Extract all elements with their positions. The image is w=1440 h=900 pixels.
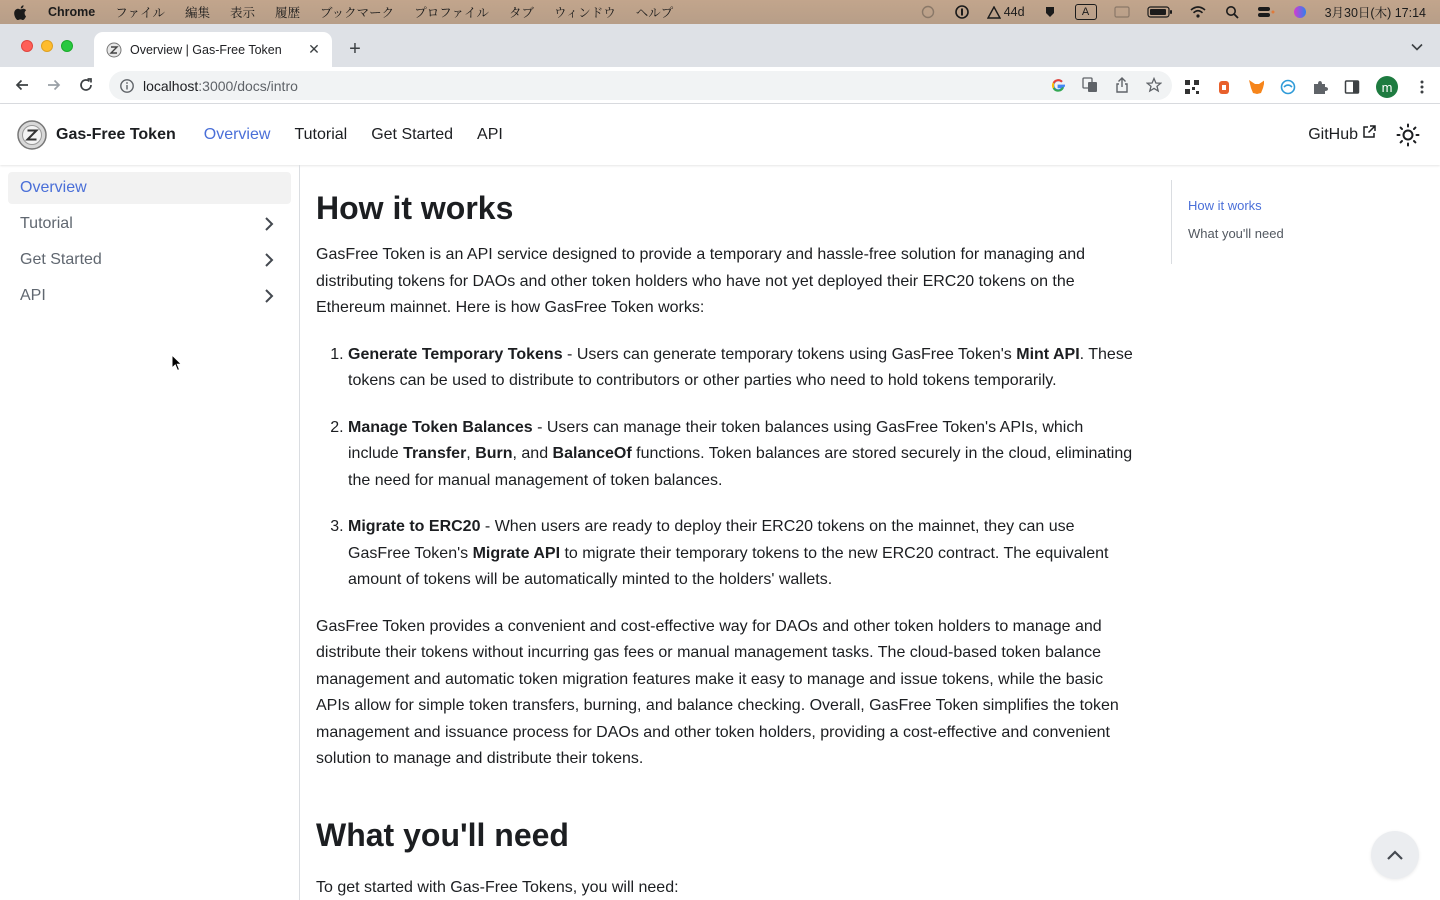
chevron-right-icon[interactable] bbox=[259, 286, 279, 306]
window-minimize-button[interactable] bbox=[41, 40, 53, 52]
step-keyword: BalanceOf bbox=[552, 445, 632, 462]
step-text: - When users are ready to deploy their ERC20 tokens on the mainnet, they can use GasFree Token's bbox=[348, 518, 1075, 562]
menubar-tray bbox=[919, 3, 1426, 21]
list-item bbox=[348, 415, 1136, 495]
siri-icon[interactable] bbox=[1291, 5, 1309, 19]
browser-tab-strip bbox=[0, 24, 1440, 67]
table-of-contents bbox=[1171, 180, 1371, 264]
nav-link-tutorial[interactable]: Tutorial bbox=[294, 125, 348, 143]
step-title: Manage Token Balances bbox=[348, 418, 533, 436]
need-intro-paragraph: To get started with Gas-Free Tokens, you will need: bbox=[316, 878, 679, 896]
tab-title: Overview | Gas-Free Token bbox=[130, 42, 282, 57]
window-close-button[interactable] bbox=[21, 40, 33, 52]
navbar-right bbox=[1308, 119, 1424, 151]
screen-icon[interactable] bbox=[1113, 5, 1131, 19]
site-info-icon[interactable] bbox=[119, 78, 135, 94]
site-logo-icon bbox=[16, 119, 48, 151]
nav-link-get-started[interactable]: Get Started bbox=[371, 125, 454, 143]
toc-link-what-youll-need[interactable]: What you'll need bbox=[1188, 226, 1284, 241]
back-arrow-icon[interactable] bbox=[13, 76, 31, 94]
address-bar[interactable] bbox=[109, 71, 1172, 100]
bookmark-star-icon[interactable] bbox=[1146, 77, 1162, 93]
list-item bbox=[348, 342, 1136, 395]
forward-arrow-icon[interactable] bbox=[45, 76, 63, 94]
chevron-up-icon bbox=[1386, 849, 1404, 861]
list-item bbox=[348, 514, 1136, 594]
menu-app-name[interactable]: Chrome bbox=[48, 5, 96, 19]
github-link[interactable] bbox=[1308, 125, 1376, 144]
brand-title: Gas-Free Token bbox=[56, 125, 176, 143]
step-title: Generate Temporary Tokens bbox=[348, 345, 563, 363]
spotlight-search-icon[interactable] bbox=[1223, 5, 1241, 19]
sidebar-item-overview[interactable] bbox=[8, 172, 291, 204]
chevron-right-icon[interactable] bbox=[259, 250, 279, 270]
step-title: Migrate to ERC20 bbox=[348, 518, 481, 535]
steps-list bbox=[316, 342, 1136, 594]
site-navbar bbox=[0, 104, 1440, 165]
nav-link-overview[interactable]: Overview bbox=[203, 125, 271, 143]
dropzone-icon[interactable] bbox=[1041, 5, 1059, 19]
menu-tab[interactable]: タブ bbox=[508, 6, 534, 20]
reload-icon[interactable] bbox=[77, 76, 95, 94]
wifi-icon[interactable] bbox=[1189, 5, 1207, 19]
sidebar-item-label: Get Started bbox=[20, 251, 102, 268]
step-text: - Users can manage their token balances using GasFree Token's APIs, which include bbox=[348, 418, 1084, 462]
apple-icon[interactable] bbox=[14, 4, 28, 20]
heading-how-it-works: How it works bbox=[316, 190, 514, 226]
chrome-menu-icon[interactable] bbox=[1414, 78, 1430, 96]
sidebar-item-label: Overview bbox=[20, 179, 87, 196]
menu-edit[interactable]: 編集 bbox=[185, 6, 211, 20]
url-path: :3000/docs/intro bbox=[198, 77, 298, 94]
extensions-puzzle-icon[interactable] bbox=[1312, 78, 1328, 96]
step-keyword: Burn bbox=[475, 445, 513, 462]
menu-bookmarks[interactable]: ブックマーク bbox=[320, 6, 395, 20]
address-bar-actions bbox=[1050, 77, 1162, 93]
site-brand[interactable] bbox=[16, 119, 176, 151]
extension-icons bbox=[1184, 76, 1430, 98]
window-zoom-button[interactable] bbox=[61, 40, 73, 52]
mouse-cursor-icon bbox=[171, 354, 183, 372]
step-text: - Users can generate temporary tokens using GasFree Token's bbox=[562, 345, 1017, 363]
step-keyword: Mint API bbox=[1016, 345, 1080, 363]
doc-content bbox=[316, 165, 1136, 900]
browser-tab-active[interactable] bbox=[94, 32, 332, 67]
input-source-indicator[interactable]: A bbox=[1075, 4, 1097, 20]
menu-history[interactable]: 履歴 bbox=[275, 6, 301, 20]
step-text: to migrate their temporary tokens to the new ERC20 contract. The equivalent amount of tokens will be automatically minted to the holders' wallets. bbox=[348, 544, 1109, 588]
profile-avatar[interactable]: m bbox=[1376, 76, 1398, 98]
heading-what-youll-need: What you'll need bbox=[316, 816, 569, 853]
menu-view[interactable]: 表示 bbox=[230, 6, 256, 20]
intro-paragraph: GasFree Token is an API service designed to provide a temporary and hassle-free solution for managing and distributing tokens for DAOs and other token holders who have not yet deployed their ERC20 tokens on the Ethereum mainnet. Here is how GasFree Token works: bbox=[316, 246, 1086, 316]
metamask-fox-icon[interactable] bbox=[1248, 78, 1264, 96]
tab-close-icon[interactable]: ✕ bbox=[308, 41, 320, 57]
new-tab-button[interactable]: + bbox=[349, 37, 361, 60]
back-to-top-button[interactable] bbox=[1371, 831, 1419, 879]
sidebar-item-label: Tutorial bbox=[20, 215, 73, 232]
share-icon[interactable] bbox=[1114, 77, 1130, 93]
qr-code-icon[interactable] bbox=[1184, 78, 1200, 96]
extension-blue-icon[interactable] bbox=[1280, 78, 1296, 96]
chevron-right-icon[interactable] bbox=[259, 214, 279, 234]
macos-menu-bar bbox=[0, 0, 1440, 24]
theme-toggle-sun-icon[interactable] bbox=[1392, 119, 1424, 151]
translate-icon[interactable] bbox=[1082, 77, 1098, 93]
menu-profiles[interactable]: プロファイル bbox=[414, 6, 489, 20]
tray-status-text: 44d bbox=[1003, 5, 1025, 19]
menu-window[interactable]: ウィンドウ bbox=[553, 6, 616, 20]
step-text: functions. Token balances are stored securely in the cloud, eliminating the need for manual management of token balances. bbox=[348, 445, 1133, 489]
menubar-clock[interactable]: 3月30日(木) 17:14 bbox=[1324, 6, 1426, 20]
tab-search-chevron-icon[interactable] bbox=[1410, 40, 1424, 54]
battery-icon[interactable] bbox=[1147, 5, 1173, 19]
control-center-icon[interactable] bbox=[1257, 5, 1275, 19]
menu-file[interactable]: ファイル bbox=[115, 6, 165, 20]
menu-help[interactable]: ヘルプ bbox=[635, 6, 674, 20]
side-panel-icon[interactable] bbox=[1344, 78, 1360, 96]
toc-link-how-it-works[interactable]: How it works bbox=[1188, 198, 1262, 213]
sidebar-item-get-started[interactable] bbox=[8, 244, 291, 276]
docs-sidebar bbox=[0, 165, 300, 900]
url-host: localhost bbox=[143, 77, 199, 94]
sidebar-item-api[interactable] bbox=[8, 280, 291, 312]
step-text: , bbox=[466, 445, 476, 462]
step-keyword: Transfer bbox=[403, 445, 467, 462]
google-icon[interactable] bbox=[1050, 77, 1066, 93]
sidebar-item-label: API bbox=[20, 287, 46, 304]
site-favicon-icon bbox=[106, 42, 122, 58]
summary-paragraph: GasFree Token provides a convenient and cost-effective way for DAOs and other token holders to manage and distribute their tokens without incurring gas fees or manual management tasks. The cloud-based token balance management and automatic token migration features make it easy to manage and issue tokens, while the basic APIs allow for simple token transfers, burning, and balance checking. Overall, GasFree Token simplifies the token management and issuance process for DAOs and other token holders, providing a cost-effective and convenient solution to manage and distribute their tokens. bbox=[316, 617, 1119, 767]
sidebar-item-tutorial[interactable] bbox=[8, 208, 291, 240]
tray-status[interactable] bbox=[987, 5, 1025, 19]
step-text: , and bbox=[512, 445, 553, 462]
browser-toolbar bbox=[0, 67, 1440, 104]
extension-orange-icon[interactable] bbox=[1216, 78, 1232, 96]
step-keyword: Migrate API bbox=[472, 544, 561, 562]
step-text: . These tokens can be used to distribute to contributors or other parties who need to hold tokens temporarily. bbox=[348, 345, 1133, 389]
spiral-icon[interactable] bbox=[919, 5, 937, 19]
nav-link-api[interactable]: API bbox=[477, 125, 503, 143]
onepassword-icon[interactable] bbox=[953, 5, 971, 19]
external-link-icon bbox=[1362, 125, 1376, 144]
github-link-label: GitHub bbox=[1308, 125, 1358, 143]
